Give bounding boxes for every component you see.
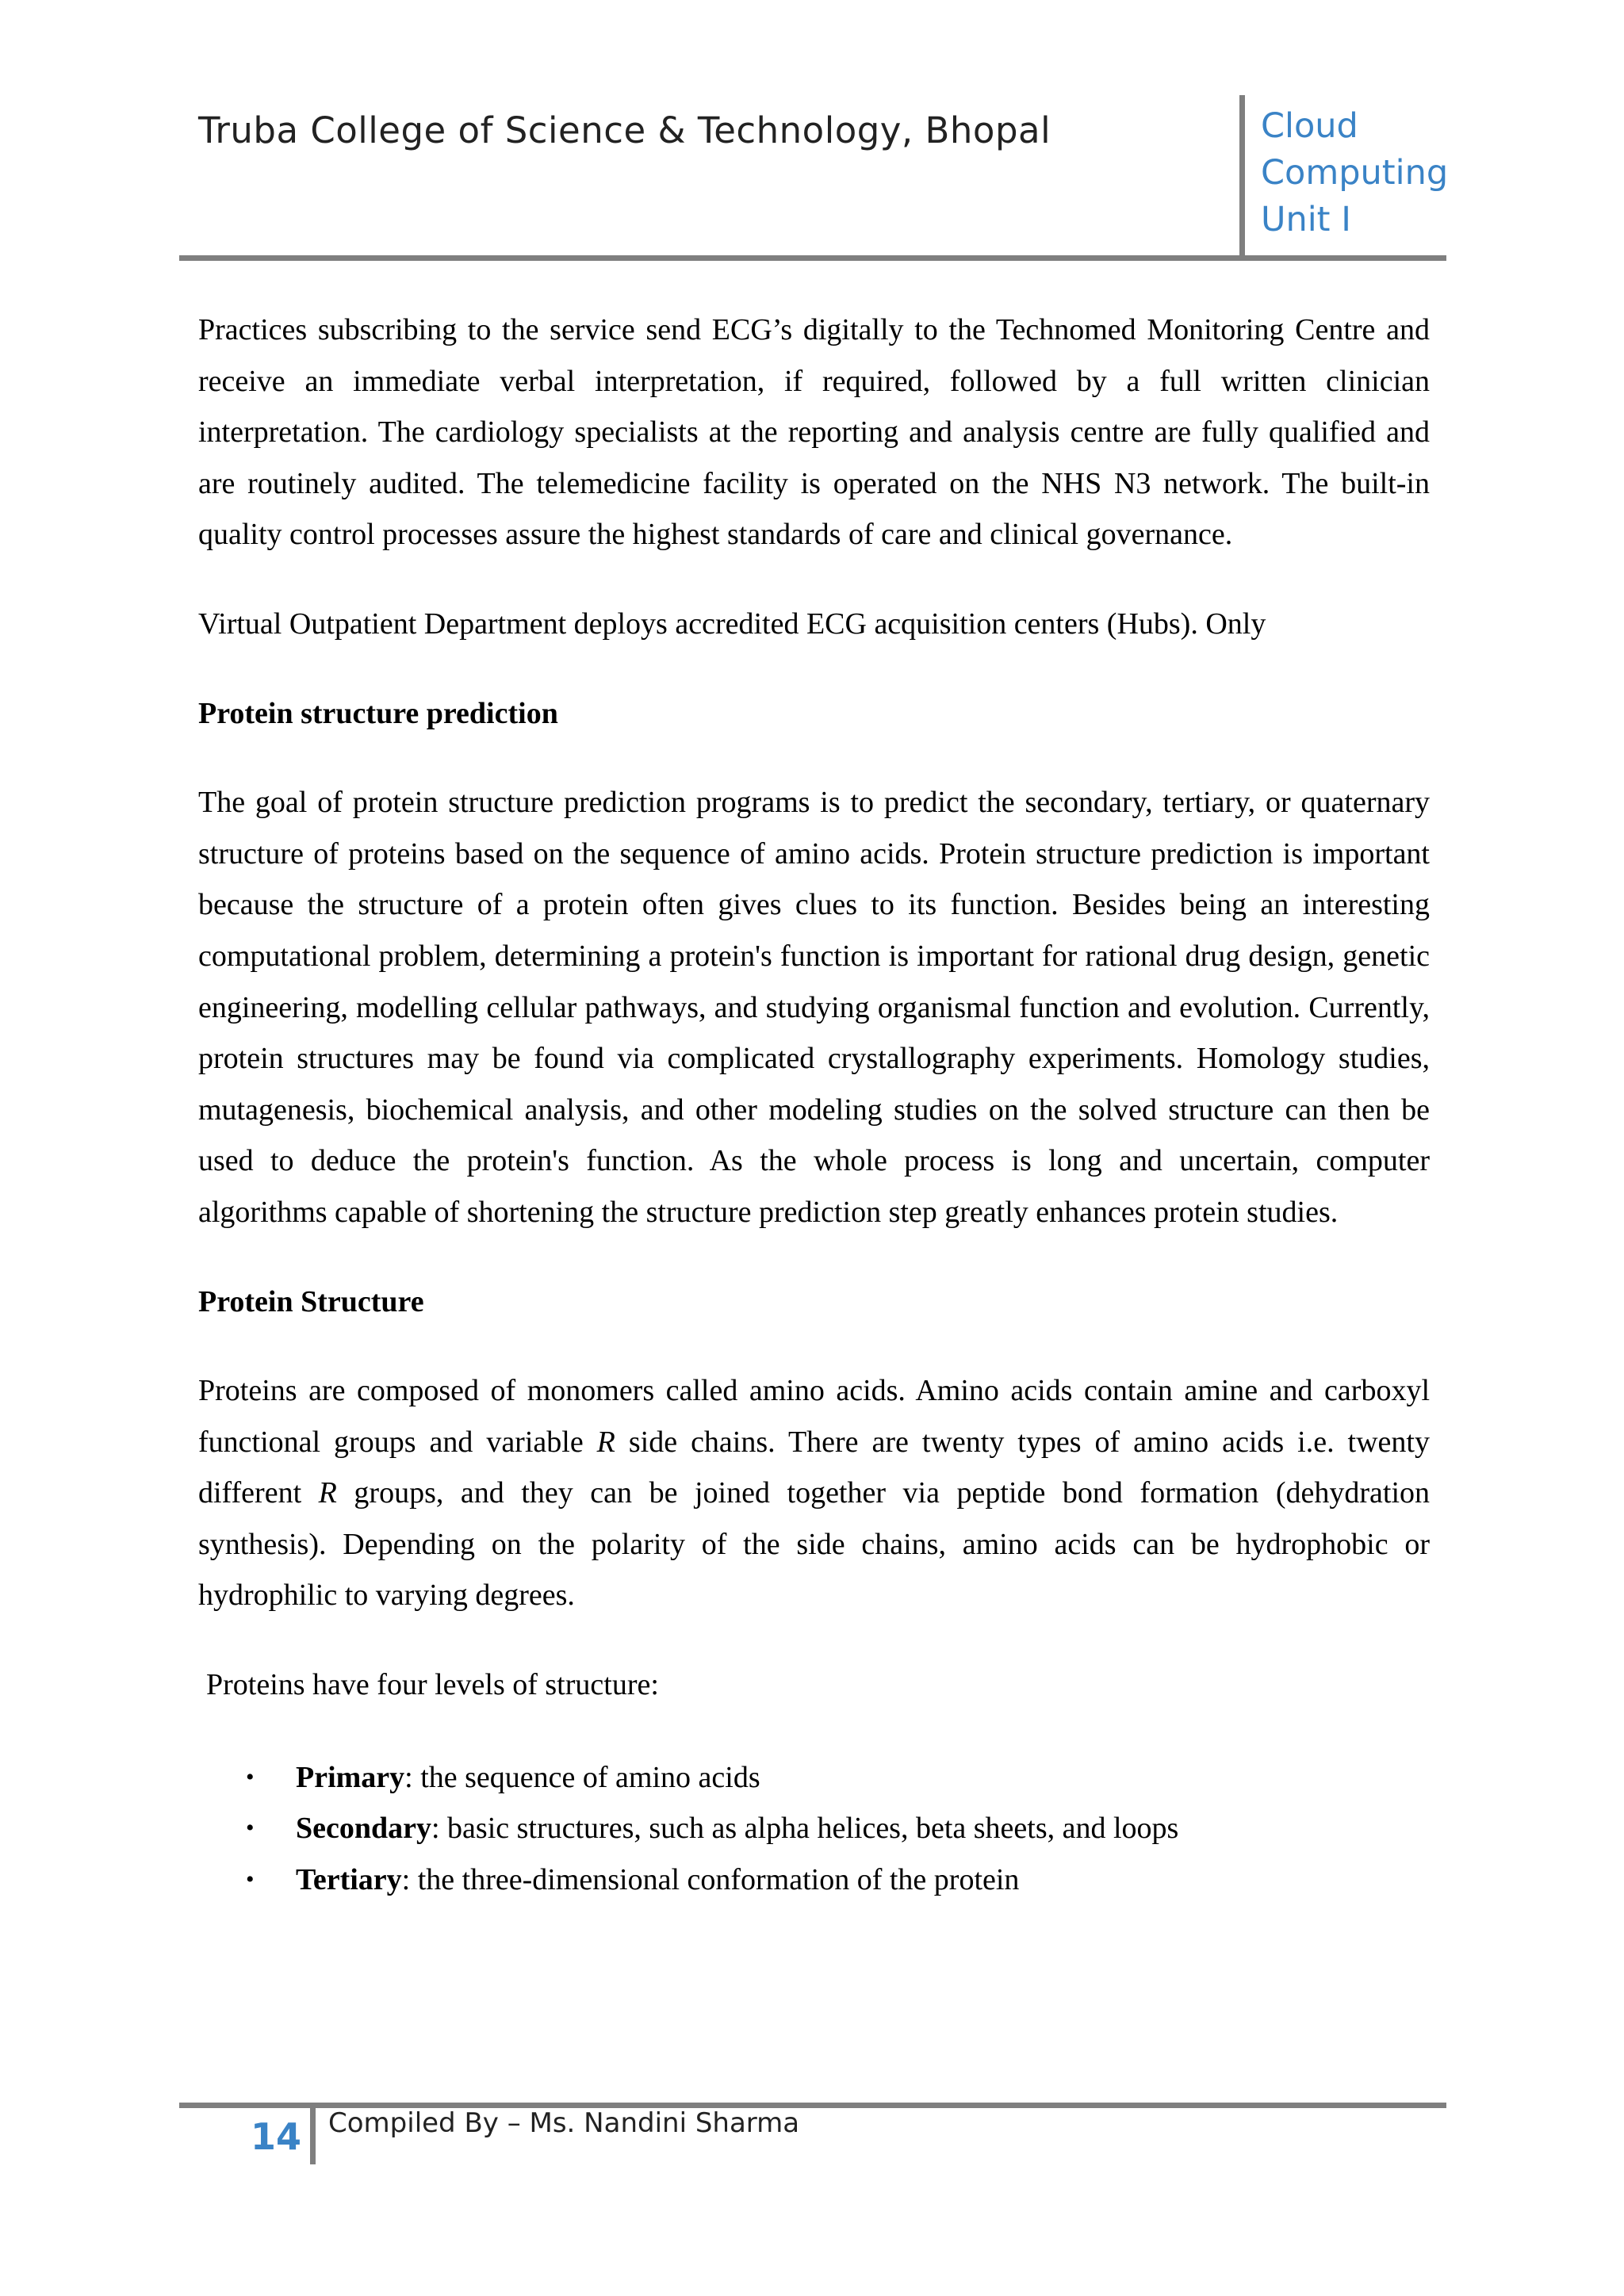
paragraph-levels-intro: Proteins have four levels of structure: (206, 1668, 659, 1702)
amino-text-2: side chains. There are twenty types of amino acids i.e. twenty different (198, 1425, 1430, 1510)
page-number: 14 (251, 2115, 302, 2158)
heading-protein-structure: Protein Structure (198, 1284, 424, 1318)
list-item-desc: : basic structures, such as alpha helices, beta sheets, and loops (431, 1812, 1179, 1846)
amino-text-1: Proteins are composed of monomers called amino acids. Amino acids contain amine and carboxyl functional groups and variable (198, 1374, 1430, 1459)
bullet-icon: • (246, 1815, 255, 1842)
header-rule (179, 255, 1446, 261)
amino-text-3: groups, and they can be joined together via peptide bond formation (dehydration synthesis). Depending on the polarity of the side chains, amino acids can be hydrophobic or hydrophilic to varying degrees. (198, 1476, 1430, 1613)
compiled-by: Compiled By – Ms. Nandini Sharma (328, 2107, 800, 2139)
paragraph-protein-prediction: The goal of protein structure prediction programs is to predict the secondary, tertiary, or quaternary structure of proteins based on the sequence of amino acids. Protein structure prediction is important because the structure of a protein often gives clues to its function. Besides being an interesting computational problem, determining a protein's function is important for rational drug design, genetic engineering, modelling cellular pathways, and studying organismal function and evolution. Currently, protein structures may be found via complicated crystallography experiments. Homology studies, mutagenesis, biochemical analysis, and other modeling studies on the solved structure can then be used to deduce the protein's function. As the whole process is long and uncertain, computer algorithms capable of shortening the structure prediction step greatly enhances protein studies. (198, 786, 1430, 1229)
list-item-desc: : the three-dimensional conformation of the protein (401, 1862, 1020, 1896)
course-label (1261, 103, 1448, 243)
structure-levels-list (198, 1752, 1430, 1906)
list-item (198, 1752, 1430, 1804)
paragraph-ecg-service: Practices subscribing to the service send ECG’s digitally to the Technomed Monitoring Centre and receive an immediate verbal interpretation, if required, followed by a full written clinician interpretation. The cardiology specialists at the reporting and analysis centre are fully qualified and are routinely audited. The telemedicine facility is operated on the NHS N3 network. The built-in quality control processes assure the highest standards of care and clinical governance. (198, 313, 1430, 552)
list-item-desc: : the sequence of amino acids (404, 1760, 760, 1794)
list-item (198, 1854, 1430, 1906)
course-label-line3: Unit I (1261, 200, 1351, 239)
bullet-icon: • (246, 1866, 255, 1892)
course-label-line2: Computing (1261, 153, 1449, 193)
list-item-term: Tertiary (296, 1862, 402, 1896)
paragraph-virtual-opd: Virtual Outpatient Department deploys accredited ECG acquisition centers (Hubs). Only (198, 607, 1266, 641)
list-item-term: Secondary (296, 1812, 431, 1846)
bullet-icon: • (246, 1763, 255, 1790)
footer-divider-vertical (310, 2107, 316, 2164)
list-item (198, 1803, 1430, 1854)
paragraph-amino-acids (198, 1365, 1430, 1621)
r-symbol-2: R (318, 1476, 337, 1510)
page-content (198, 304, 1430, 1905)
heading-protein-structure-prediction: Protein structure prediction (198, 696, 558, 730)
list-item-term: Primary (296, 1760, 405, 1794)
header-divider-vertical (1239, 95, 1245, 260)
course-label-line1: Cloud (1261, 106, 1358, 146)
header-title: Truba College of Science & Technology, Bhopal (198, 109, 1051, 151)
r-symbol-1: R (596, 1425, 615, 1459)
